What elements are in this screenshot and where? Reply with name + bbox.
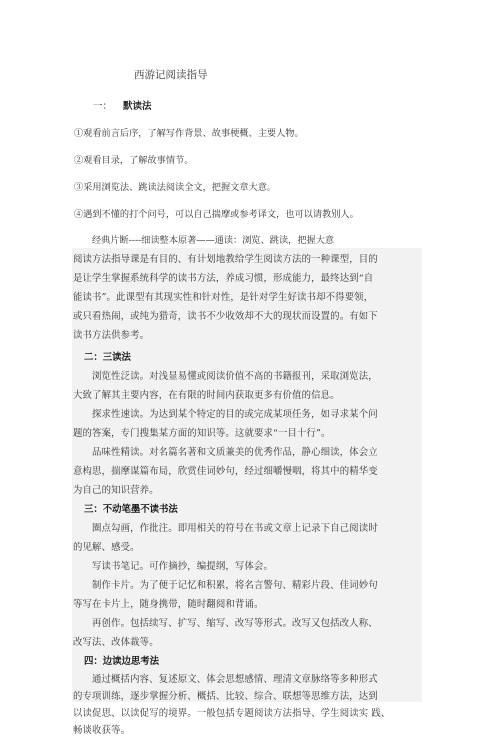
section-1-item: ②观看目录，了解故事情节。 bbox=[74, 155, 194, 166]
section-1-heading bbox=[93, 98, 152, 112]
section-3-line: 圈点勾画，作批注。即用相关的符号在书或文章上记录下自己阅读时 bbox=[92, 523, 378, 534]
section-3-line: 再创作。包括续写、扩写、缩写、改写等形式。改写又包括改人称、 bbox=[92, 618, 378, 629]
section-2-line: 品味性精读。对名篇名著和文质兼美的优秀作品，静心细读，体会立 bbox=[92, 447, 378, 458]
section-2-line: 大致了解其主要内容，在有限的时间内获取更多有价值的信息。 bbox=[73, 390, 340, 401]
section-1-summary: 经典片断----细读整本原著——通读：浏览、跳读，把握大意 bbox=[92, 235, 335, 246]
section-3-line: 的见解、感受。 bbox=[73, 542, 140, 553]
section-3-line: 等写在卡片上，随身携带，随时翻阅和背诵。 bbox=[73, 599, 264, 610]
section-2-heading: 二：三读法 bbox=[84, 352, 131, 363]
intro-line: 阅读方法指导课是有目的、有计划地教给学生阅读方法的一种课型，目的 bbox=[73, 254, 378, 265]
intro-line: 读书方法供参考。 bbox=[73, 330, 150, 341]
intro-line: 能读书”。此课型有其现实性和针对性，是针对学生好读书却不得要领， bbox=[73, 292, 374, 303]
section-2-line: 题的答案，专门搜集某方面的知识等。这就要求“一目十行”。 bbox=[73, 428, 331, 439]
section-1-number: 一： bbox=[93, 101, 113, 112]
section-4-heading: 四：边读边思考法 bbox=[84, 656, 160, 667]
section-4-line: 畅谈收获等。 bbox=[73, 725, 131, 736]
section-4-line: 通过概括内容、复述原文、体会思想感情、理清文章脉络等多种形式 bbox=[92, 674, 378, 685]
page-title: 西游记阅读指导 bbox=[134, 69, 208, 81]
section-4-line: 以读促思、以读促写的境界。一般包括专题阅读方法指导、学生阅读实 践、 bbox=[73, 708, 391, 719]
section-1-item: ③采用浏览法、跳读法阅读全文，把握文章大意。 bbox=[74, 182, 277, 193]
section-2-line: 浏览性泛读。对浅显易懂或阅读价值不高的书籍报刊，采取浏览法， bbox=[92, 371, 378, 382]
section-3-line: 制作卡片。为了便于记忆和积累，将名言警句、精彩片段、佳词妙句 bbox=[92, 580, 378, 591]
section-2-line: 探求性速读。为达到某个特定的目的或完成某项任务，如寻求某个问 bbox=[92, 409, 378, 420]
section-2-line: 意构思，揣摩谋篇布局，欣赏佳词妙句，经过细嚼慢咽，将其中的精华变 bbox=[73, 466, 378, 477]
section-3-heading: 三：不动笔墨不读书法 bbox=[84, 504, 178, 515]
section-2-line: 为自己的知识营养。 bbox=[73, 485, 159, 496]
intro-line: 或只看热闹，或纯为猎奇，读书不少收效却不大的现状而设置的。有如下 bbox=[73, 311, 378, 322]
section-3-line: 改写法、改体裁等。 bbox=[73, 637, 159, 648]
section-4-line: 的专项训练，逐步掌握分析、概括、比较、综合、联想等思维方法，达到 bbox=[73, 691, 378, 702]
section-3-line: 写读书笔记。可作摘抄，编提纲，写体会。 bbox=[92, 561, 273, 572]
intro-line: 是让学生掌握系统科学的读书方法，养成习惯，形成能力，最终达到“自 bbox=[73, 273, 374, 284]
section-1-title: 默读法 bbox=[123, 101, 152, 112]
section-1-item: ①观看前言后序，了解写作背景、故事梗概、主要人物。 bbox=[74, 128, 304, 139]
section-1-item: ④遇到不懂的打个问号，可以自己揣摩或参考译文，也可以请教别人。 bbox=[74, 209, 359, 220]
